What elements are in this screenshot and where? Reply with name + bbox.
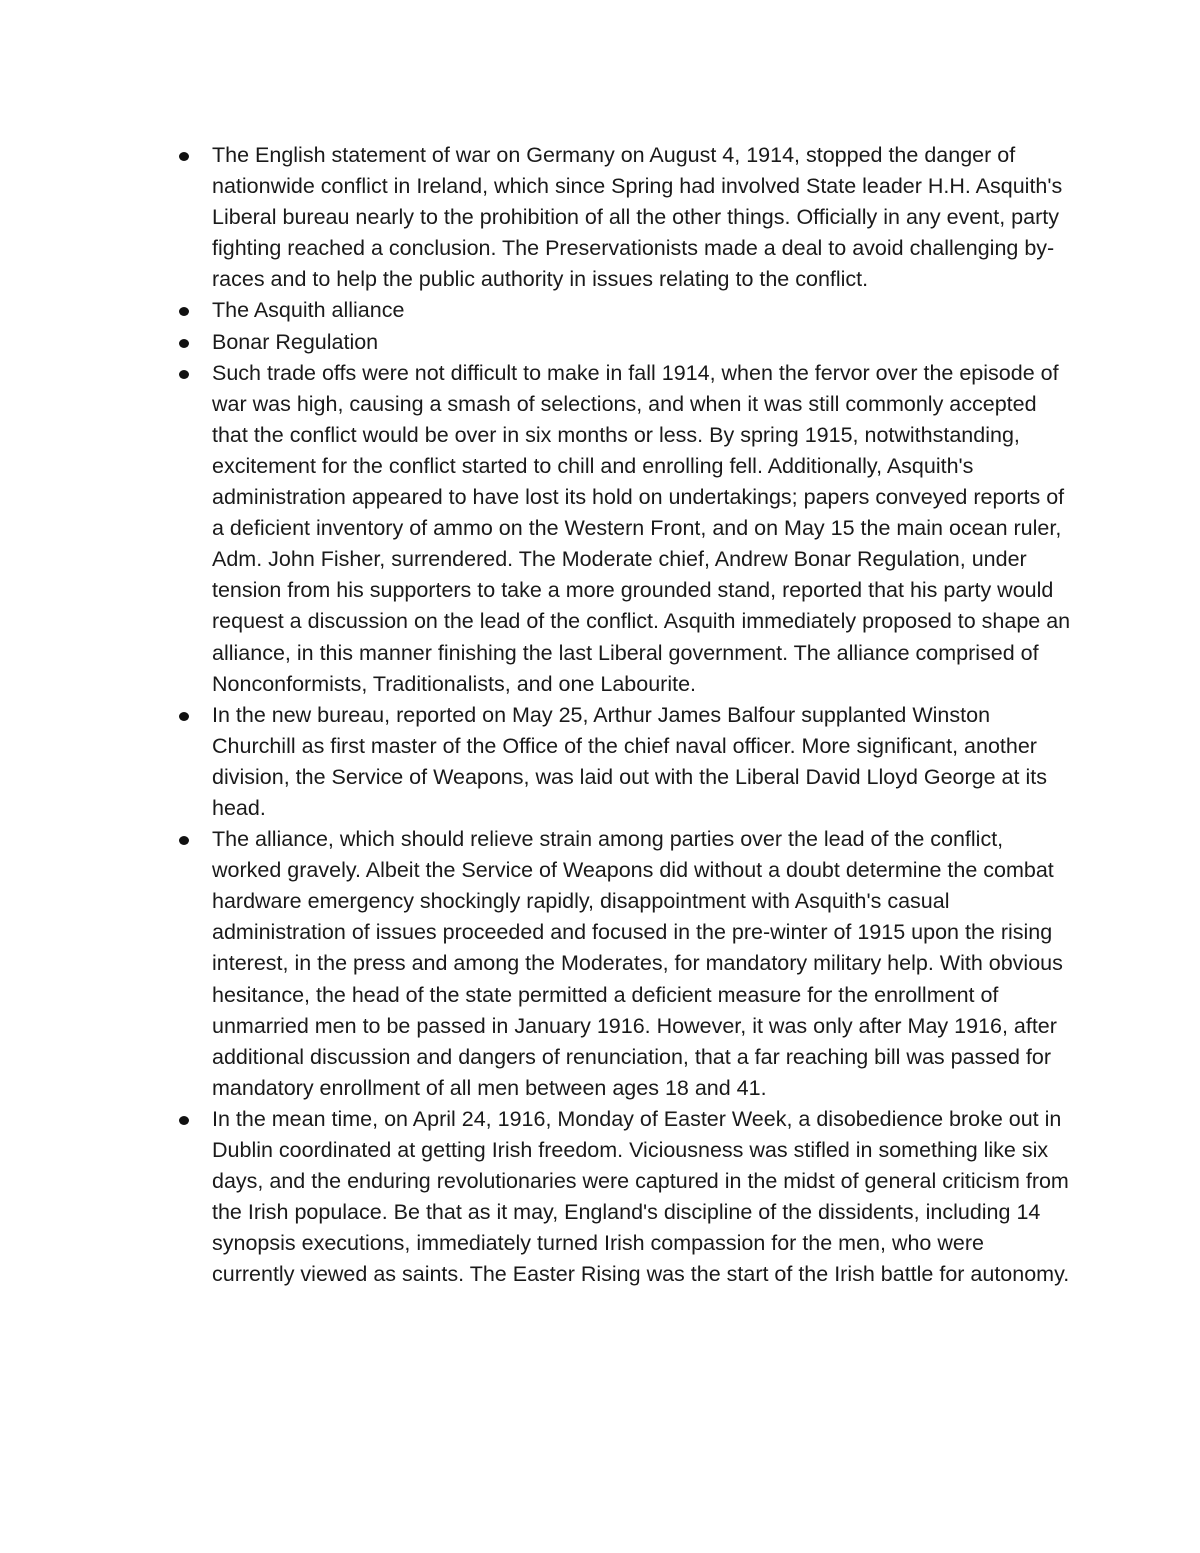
- list-item: [172, 327, 1072, 358]
- list-item: [172, 1104, 1072, 1291]
- list-item-text: The alliance, which should relieve strain among parties over the lead of the conflict, worked gravely. Albeit the Service of Weapons did without a doubt determine the combat hardware emergency shockingly rapidly, disappointment with Asquith's casual administration of issues proceeded and focused in the pre-winter of 1915 upon the rising interest, in the press and among the Moderates, for mandatory military help. With obvious hesitance, the head of the state permitted a deficient measure for the enrollment of unmarried men to be passed in January 1916. However, it was only after May 1916, after additional discussion and dangers of renunciation, that a far reaching bill was passed for mandatory enrollment of all men between ages 18 and 41.: [212, 827, 1063, 1100]
- list-item-text: The English statement of war on Germany on August 4, 1914, stopped the danger of nationwide conflict in Ireland, which since Spring had involved State leader H.H. Asquith's Liberal bureau nearly to the prohibition of all the other things. Officially in any event, party fighting reached a conclusion. The Preservationists made a deal to avoid challenging by-races and to help the public authority in issues relating to the conflict.: [212, 143, 1063, 292]
- bullet-icon: [179, 307, 189, 316]
- bullet-icon: [179, 836, 189, 845]
- list-item-text: In the new bureau, reported on May 25, Arthur James Balfour supplanted Winston Churchill as first master of the Office of the chief naval officer. More significant, another division, the Service of Weapons, was laid out with the Liberal David Lloyd George at its head.: [212, 702, 1047, 820]
- bullet-icon: [179, 370, 189, 379]
- list-item-text: The Asquith alliance: [212, 298, 405, 323]
- bullet-icon: [179, 712, 189, 721]
- list-item: [172, 358, 1072, 700]
- list-item-text: Bonar Regulation: [212, 329, 379, 354]
- list-item: [172, 824, 1072, 1104]
- list-item: [172, 295, 1072, 326]
- bullet-list: [172, 140, 1072, 1290]
- list-item-text: Such trade offs were not difficult to make in fall 1914, when the fervor over the episode of war was high, causing a smash of selections, and when it was still commonly accepted that the conflict would be over in six months or less. By spring 1915, notwithstanding, excitement for the conflict started to chill and enrolling fell. Additionally, Asquith's administration appeared to have lost its hold on undertakings; papers conveyed reports of a deficient inventory of ammo on the Western Front, and on May 15 the main ocean ruler, Adm. John Fisher, surrendered. The Moderate chief, Andrew Bonar Regulation, under tension from his supporters to take a more grounded stand, reported that his party would request a discussion on the lead of the conflict. Asquith immediately proposed to shape an alliance, in this manner finishing the last Liberal government. The alliance comprised of Nonconformists, Traditionalists, and one Labourite.: [212, 360, 1071, 696]
- bullet-icon: [179, 152, 189, 161]
- bullet-icon: [179, 339, 189, 348]
- list-item: [172, 700, 1072, 824]
- list-item-text: In the mean time, on April 24, 1916, Monday of Easter Week, a disobedience broke out in Dublin coordinated at getting Irish freedom. Viciousness was stifled in something like six days, and the enduring revolutionaries were captured in the midst of general criticism from the Irish populace. Be that as it may, England's discipline of the dissidents, including 14 synopsis executions, immediately turned Irish compassion for the men, who were currently viewed as saints. The Easter Rising was the start of the Irish battle for autonomy.: [212, 1106, 1070, 1287]
- list-item: [172, 140, 1072, 295]
- bullet-icon: [179, 1116, 189, 1125]
